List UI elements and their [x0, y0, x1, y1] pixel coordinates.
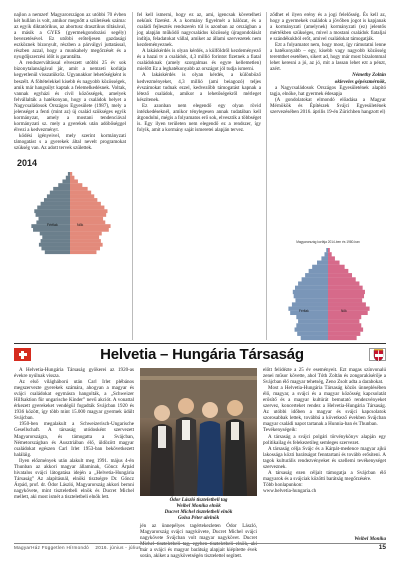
pyramid-bar-female: [328, 290, 365, 294]
pyramid-bar-male: [50, 191, 70, 195]
paragraph: A társaság ezen céljait támogatja a Svájcban élő magyarok és a svájciak közötti barátság megőrzésére.: [263, 469, 386, 482]
pyramid-bar-male: [39, 243, 70, 247]
male-label: Férfiak: [299, 309, 309, 313]
chart-title: Magyarország korfája 2014-ben és 1980-ban: [296, 240, 360, 244]
pyramid-bar-female: [70, 220, 105, 224]
top-column-1: [14, 12, 126, 156]
author-bio: a Nagycsaládosok Országos Egyesületének alapító tagja, elnöke, hat gyermek édesapja: [270, 84, 386, 97]
paragraph: Több honlapunkon:: [263, 481, 303, 488]
pyramid-bar-female: [70, 232, 102, 236]
pyramid-bar-female: [328, 269, 348, 273]
pyramid-bar-male: [44, 198, 70, 202]
pyramid-bar-female: [70, 206, 104, 210]
top-column-2: [137, 12, 261, 340]
paragraph: fel kell ismerni, hogy ez az, ami, igencsak követelheti nekünk fizetést. A a kormány figyelmét a hálózat, és a családi fejlesztés rendszerén túl is azonban az országban a jog alapján működő nagycsaládos közösség újragondolását indítja, feladatokat vállal, amiket az állami szervezetek nem kezdeményeznek.: [137, 12, 261, 49]
article-column-3: [263, 367, 386, 535]
pyramid-bar-female: [328, 294, 364, 298]
column-rule: [132, 12, 133, 340]
article-headline: Helvetia – Hungária Társaság: [100, 346, 304, 363]
pyramid-bar-female: [328, 273, 352, 277]
pyramid-bar-male: [317, 261, 328, 265]
pyramid-bar-female: [70, 172, 72, 176]
pyramid-bar-male: [62, 179, 70, 183]
pyramid-bar-female: [70, 239, 101, 243]
pyramid-bar-male: [40, 232, 70, 236]
pyramid-bar-female: [70, 187, 88, 191]
pyramid-bar-male: [296, 323, 328, 327]
page-footer: [14, 544, 386, 552]
footer-publication: MagyarHáz Független Hírmondó 2016. június - július: [14, 545, 141, 550]
pyramid-bar-male: [293, 290, 328, 294]
pyramid-bar-male: [41, 202, 70, 206]
male-label: Férfiak: [47, 223, 58, 227]
paragraph: A lakáskérdés is olyan kérdés, a külföldről kezdeményező és a hazai tv a családok, 4,3 millió forintot fizetnek a fiatal családoknak (amely szorgalmas és egyre kellemetlen) mielőtt Ez a leghatékonyabb az országot jól tudja ismerni.: [137, 48, 261, 73]
pyramid-bar-female: [70, 217, 103, 221]
paragraph: najlon a nemzet! Magyarországon az utóbbi 70 évben két hullám is volt, amikor megnőtt a születések száma: az egyik diktatórikus, az abortusz drasztikus tiltásával, a másik a GYES (gyermekgondozási segély) bevezetésével. Ez utóbbi erőteljesen gazdasági eszköznek bizonyult, részben a párválgyi juttatással, részben azzal, hogy a munkahely megőrzését és a nyugdíjszerzési időt is garantálta.: [14, 12, 126, 61]
website-link[interactable]: www.helvetia-hungaria.ch: [263, 487, 317, 494]
pyramid-bar-female: [328, 327, 363, 331]
paragraph: Ez azonban nem elegendő egy olyan rövid intézkedéseknél, amikor ténylegesen annak tudatában kell átgondolni, mégis a folyamatos erő sok, elvesztik a többséget is. Egy ilyen területen nem elegendő ez a rendszer, így folyik, amit a kormány saját ismeretei alapján tervez.: [137, 102, 261, 133]
pyramid-bar-male: [295, 286, 328, 290]
paragraph: ződhet el ilyen erény és a jogi felelősség. És kell az, hogy a gyermekek családok a jövőben jogot is kapjanak a kormányzati (amelynek) kormányzati (ez) jelentős mértékben szükséges, mivel a mostani családok fiataljai e szándékukból erőt, amivel családokat támogatják.: [270, 12, 386, 43]
paragraph: A lakáskérdés is olyan kérdés, a különböző kedvezményeket, 4,3 millió (ami beiagozó) teljes évszámokat tudnak ezzel, kedvezőbb támogatást kapnak a létező családok, amikor a lehetőségekről mérleget készítenek.: [137, 72, 261, 103]
swiss-flag-icon: [14, 348, 31, 361]
paragraph: Most a Helvetia-Hungária Társaság közös ünneplésében élő, magyar, a svájci és a magyar közösség kapcsolatát erősítő és a magyar kultúrát bemutató rendezvényeket szervez, koncerteket rendez a Helvetia-Hungária Társaság. Az utóbbi időben a magyar és svájci kapcsolatok szorosabbak lettek, továbbá a következő években Svájcban magyar családi napot tartanak a Hunnia-ban és Thunban.: [263, 385, 386, 428]
female-label: Nők: [77, 223, 84, 227]
hungarian-coat-of-arms-icon: [369, 348, 386, 361]
pyramid-bar-female: [328, 302, 366, 306]
pyramid-bar-female: [70, 198, 97, 202]
pyramid-bar-female: [70, 194, 94, 198]
pyramid-bar-female: [328, 286, 363, 290]
pyramid-bar-male: [324, 252, 328, 256]
pyramid-bar-male: [290, 311, 328, 315]
article-column-1: [14, 367, 134, 541]
pyramid-bar-male: [39, 217, 71, 221]
pyramid-bar-female: [70, 191, 91, 195]
pyramid-bar-male: [297, 332, 328, 336]
pyramid-bar-female: [328, 261, 340, 265]
top-column-3: [270, 12, 386, 238]
paragraph: Tevékenységeik:: [263, 427, 297, 434]
photo-caption: Ódor László tiszteletbeli tag Weibel Monika elnök Ducret Michel tiszteletbeli elnök Golsa Péter alelnök: [164, 497, 233, 521]
pyramid-bar-female: [70, 176, 74, 180]
paragraph: 1950-ben megalakult a Schweizerisch-Ungarische Gesellschaft. A társaság utódosként szervezett Magyarországra, és támogatta a Svájcban, Németországban és Ausztriában élő, üldözött magyar családokat egészen Carl Irlet 1953-ban bekövetkezett haláláig.: [14, 421, 134, 458]
pyramid-bar-male: [34, 209, 70, 213]
pyramid-bar-male: [68, 172, 70, 176]
paragraph: A társaság a svájci polgári törvénykönyv alapján egy politikailag és felekezetileg semleges szervezet.: [263, 433, 386, 446]
pyramid-bar-female: [328, 319, 359, 323]
pyramid-bar-male: [326, 248, 328, 252]
pyramid-bar-male: [298, 281, 328, 285]
section-divider: [14, 343, 386, 344]
paragraph: A Helvetia-Hungária Társaság gyökerei az 1920-as évekre nyúlnak vissza.: [14, 367, 134, 380]
pyramid-bar-female: [328, 311, 368, 315]
pyramid-bar-female: [70, 213, 106, 217]
pyramid-bar-male: [309, 269, 328, 273]
pyramid-bar-female: [70, 179, 78, 183]
article-column-2: [140, 523, 257, 560]
pyramid-bar-male: [42, 235, 70, 239]
pyramid-bar-male: [41, 247, 70, 251]
pyramid-bar-female: [70, 228, 109, 232]
paragraph: Ilyen előzmények után alakult meg 1991. május 4-én Thunban az akkori magyar államinak, Göncz Árpád hivatalos svájci látogatása idején a „Helvetia-Hungária Társaság” Az alapításnál, elnöki tisztségre Dr. Göncz Árpád, prof. dr. Ódor László, Magyarország akkori bernni nagykövete, mint tiszteletbeli elnök és Ducret Michel mellett, aki most ismét a tiszteletbeli elnök lett.: [14, 457, 134, 500]
pyramid-bar-male: [66, 176, 70, 180]
pyramid-bar-male: [33, 228, 70, 232]
pyramid-bar-female: [328, 336, 357, 340]
pyramid-bar-male: [36, 213, 70, 217]
pyramid-bar-female: [328, 323, 361, 327]
top-column-1b: [14, 258, 126, 338]
pyramid-bar-male: [321, 256, 328, 260]
pyramid-bar-male: [47, 194, 70, 198]
paragraph: A társaság célja Svájc és a Kárpát-medence magyar ajkú lakossága közti barátságot fenntartani és tovább erősíteni. A tagok kulturális rendezvényeket és szellemi tevékenységet szerveznek.: [263, 445, 386, 470]
pyramid-bar-female: [70, 209, 107, 213]
paragraph: ködési igényeivel, mely szerint kormányzati támogatást s a gyerekek által nevelt programokat szükség van. Az adott tervek születtek.: [14, 132, 126, 152]
paragraph: A rendszerváltással elveszett utóbbi 25 év sok bizonytalanságával jár, amit a nemzeti korlátja kegyetlenül visszatükröz. Ugyanakkor lehetőségként is beszélt. A föltételekkel kisebb és nagyobb közösségek, amik már hangsúlyt kaptak a felemelkedésnek. Voltak, vannak egyházi és civil közösségek, amelyek felvállalták a hatékonyan, hogy a családok helyet a Nagycsaládosok Országos Egyesülete (1987), mely a jelenséget a fenti (mint az) új család szükséges egyik kormányzat, amely a mostani tendenciával kormányzati sz. mely a gyerekek után adóbőséggel élvezi a kedvezményt.: [14, 60, 126, 133]
column-rule: [266, 12, 267, 340]
pyramid-right-svg: [269, 240, 387, 343]
pyramid-bar-male: [295, 298, 328, 302]
paragraph: jén az ünnepélyes tagértekezleten Ódor László, Magyarország svájci nagykövete, Ducret Michel svájci nagykövete Svájcban volt magyar nagykövet. Ducret Michel tiszteletbeli tag, egyben tiszteletbeli elnök, aki már a svájci és magyar barátság alapjait kiépítette évek során, akiket a nagykövetségén tisztelettel segített.: [140, 523, 257, 560]
pyramid-bar-female: [328, 307, 370, 311]
editor-note: (A gondolatokat elmondó előadása a Magyar Mérnökök és Építészek Svájci Egyesületének szervezésében 2016. április 19-én Zürichben hangzott el): [270, 96, 386, 115]
pyramid-bar-male: [312, 265, 328, 269]
pyramid-bar-female: [328, 281, 359, 285]
page-number: 15: [378, 544, 386, 551]
population-pyramid-2014: [15, 158, 125, 256]
pyramid-bar-female: [70, 247, 100, 251]
pyramid-left-svg: [15, 158, 125, 256]
chart-year-label: 2014: [17, 158, 38, 168]
photo-illustration: [140, 368, 257, 496]
pyramid-bar-male: [296, 315, 328, 319]
group-photo: [140, 368, 257, 496]
female-label: Nők: [341, 309, 347, 313]
pyramid-bar-female: [328, 256, 335, 260]
pyramid-bar-male: [292, 302, 328, 306]
pyramid-bar-female: [328, 265, 345, 269]
pyramid-bar-male: [305, 273, 328, 277]
pyramid-bar-male: [58, 183, 70, 187]
paragraph: előtt felidézte a 25 év eseményeit. Ezt magas színvonalú zenei műsor követte, ahol Tóth Zoltán és zongorakísérője a Svájcban élő magyar tehetség, Zeno Zsolt adta a darabokat.: [263, 367, 386, 386]
pyramid-bar-female: [328, 298, 362, 302]
pyramid-bar-female: [70, 235, 99, 239]
author-signature: Némethy Zoltán okleveles gépészmérnök,: [334, 72, 386, 85]
pyramid-bar-female: [70, 183, 82, 187]
pyramid-bar-male: [53, 187, 70, 191]
pyramid-bar-female: [328, 315, 361, 319]
pyramid-bar-male: [41, 239, 70, 243]
pyramid-bar-male: [295, 327, 328, 331]
pyramid-bar-female: [70, 202, 101, 206]
pyramid-bar-female: [70, 243, 103, 247]
population-pyramid-comparison: [269, 240, 387, 343]
pyramid-bar-male: [302, 277, 328, 281]
pyramid-bar-female: [328, 332, 360, 336]
paragraph: Ezt a folyamatot nem, hogy most, így rámutatni lenne a hatékonyabb – egy, kisebb vagy nagyobb közösség teremthet esetében, sikert ad, hogy már most bizalommal lehet keresni a jó, az jó, mit a lassan lehet ezt a pénzt, azért.: [270, 42, 386, 73]
pyramid-bar-male: [298, 319, 328, 323]
pyramid-bar-male: [294, 294, 328, 298]
pyramid-bar-female: [328, 277, 356, 281]
pyramid-bar-female: [70, 250, 96, 254]
pyramid-bar-female: [328, 252, 332, 256]
pyramid-bar-female: [328, 248, 330, 252]
paragraph: Az első világháború után Carl Irlet plébános megszervezte gyerekek számára, ahogyan a magyar és svájci családokat egymásra hangolták, a „Schweizer Hilfsaktion für ungarische Kinder” nevű akciót. A vonattal érkezett gyerekeket vendégül fogadták Svájcban 1920 és 1936 között, így több mint 15.000 magyar gyermek üdült Svájcban.: [14, 379, 134, 422]
pyramid-bar-male: [301, 336, 328, 340]
pyramid-bar-male: [45, 250, 70, 254]
article-signature: Weibel Monika: [354, 536, 386, 542]
pyramid-bar-male: [37, 206, 70, 210]
